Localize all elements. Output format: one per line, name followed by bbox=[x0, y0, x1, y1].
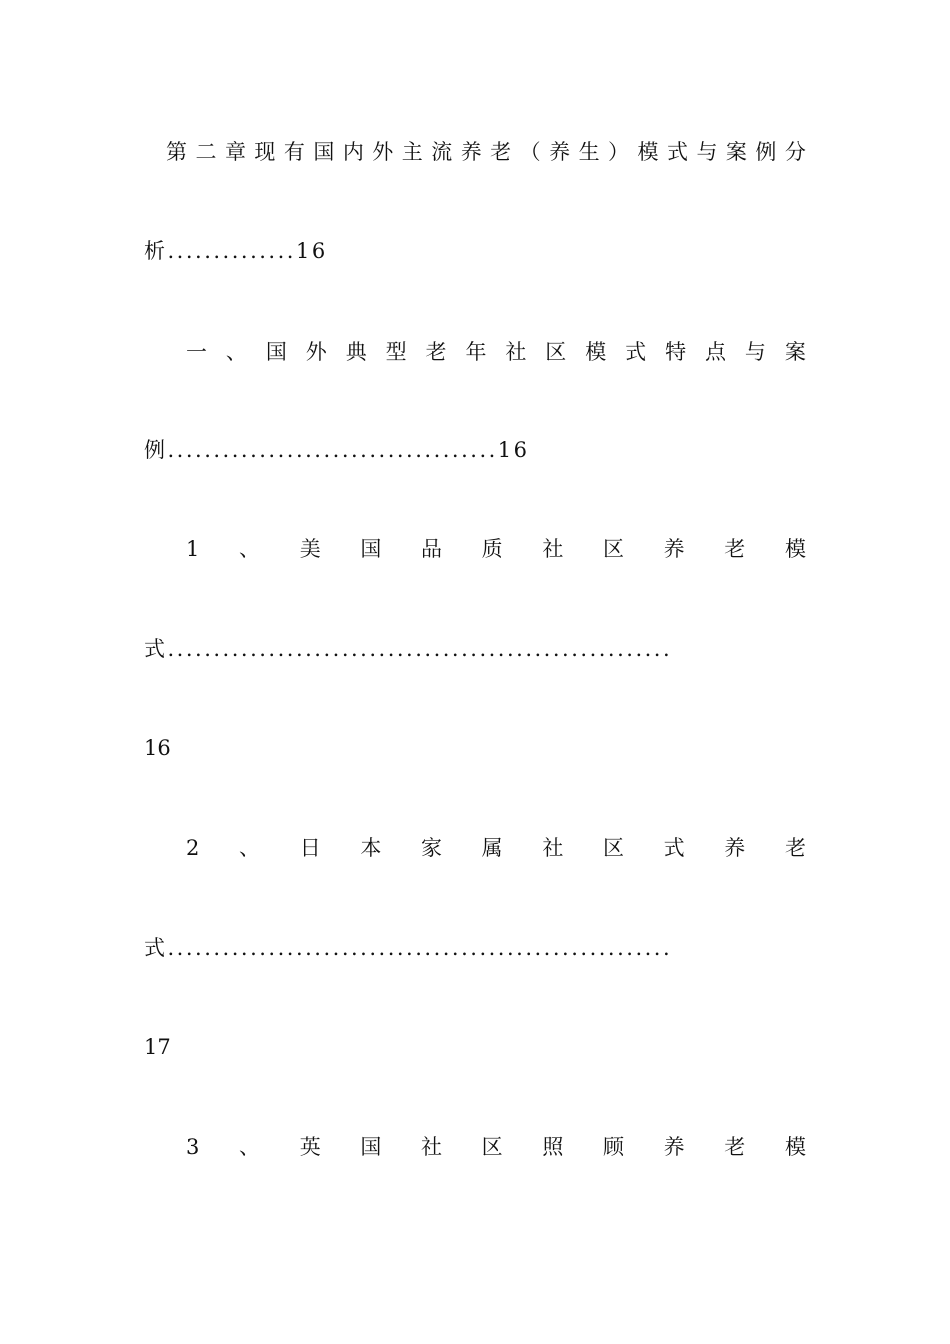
toc-char: 模 bbox=[784, 537, 806, 561]
toc-char: 内 bbox=[342, 140, 364, 164]
toc-char: 式 bbox=[663, 836, 685, 860]
toc-char: 社 bbox=[505, 340, 527, 364]
toc-char: 1 bbox=[186, 537, 200, 561]
toc-char: （ bbox=[519, 140, 541, 164]
toc-chapter2-line2: 析..............16 bbox=[144, 239, 328, 263]
toc-char: 顾 bbox=[602, 1135, 624, 1159]
toc-char: 章 bbox=[224, 140, 246, 164]
toc-char: 老 bbox=[724, 1135, 746, 1159]
toc-char: 二 bbox=[195, 140, 217, 164]
toc-char: 流 bbox=[431, 140, 453, 164]
toc-char: 照 bbox=[542, 1135, 564, 1159]
toc-char: 与 bbox=[696, 140, 718, 164]
toc-char: 、 bbox=[239, 1135, 261, 1159]
toc-char: 模 bbox=[585, 340, 607, 364]
toc-char: 品 bbox=[421, 537, 442, 561]
toc-char: 英 bbox=[299, 1135, 321, 1159]
toc-item2-line2: 式....................................................... bbox=[144, 936, 673, 960]
toc-char: 生 bbox=[578, 140, 600, 164]
toc-char: 点 bbox=[704, 340, 726, 364]
toc-char: 社 bbox=[542, 537, 564, 561]
toc-char: 区 bbox=[481, 1135, 503, 1159]
toc-char: 分 bbox=[784, 140, 806, 164]
toc-char: 例 bbox=[755, 140, 777, 164]
toc-char: 模 bbox=[637, 140, 659, 164]
toc-char: 典 bbox=[345, 340, 367, 364]
toc-char: 国 bbox=[313, 140, 335, 164]
toc-item1-page-number: 16 bbox=[144, 736, 171, 760]
toc-char: 属 bbox=[481, 836, 503, 860]
toc-item1-line2: 式....................................................... bbox=[144, 637, 673, 661]
toc-char: 质 bbox=[481, 537, 503, 561]
toc-char: 主 bbox=[401, 140, 423, 164]
toc-char: 、 bbox=[225, 340, 247, 364]
toc-char: 社 bbox=[542, 836, 564, 860]
toc-char: 外 bbox=[372, 140, 394, 164]
toc-char: 日 bbox=[299, 836, 321, 860]
toc-char: 家 bbox=[421, 836, 442, 860]
toc-char: ） bbox=[608, 140, 630, 164]
toc-section1-line2: 例....................................16 bbox=[144, 438, 530, 462]
toc-char: 与 bbox=[744, 340, 766, 364]
toc-char: 现 bbox=[254, 140, 276, 164]
toc-char: 有 bbox=[283, 140, 305, 164]
toc-char: 案 bbox=[725, 140, 747, 164]
toc-char: 社 bbox=[421, 1135, 442, 1159]
toc-char: 养 bbox=[663, 1135, 685, 1159]
toc-char: 、 bbox=[239, 537, 261, 561]
toc-char: 养 bbox=[460, 140, 482, 164]
toc-char: 特 bbox=[665, 340, 687, 364]
toc-char: 、 bbox=[239, 836, 261, 860]
toc-char: 养 bbox=[549, 140, 571, 164]
toc-item2-line1 bbox=[186, 831, 806, 865]
toc-char: 年 bbox=[465, 340, 487, 364]
toc-char: 美 bbox=[299, 537, 321, 561]
toc-char: 一 bbox=[186, 340, 207, 364]
toc-chapter2-line1 bbox=[166, 135, 806, 169]
toc-char: 3 bbox=[186, 1135, 200, 1159]
toc-char: 模 bbox=[784, 1135, 806, 1159]
toc-char: 国 bbox=[360, 537, 382, 561]
toc-char: 外 bbox=[305, 340, 327, 364]
toc-item2-page-number: 17 bbox=[144, 1035, 171, 1059]
toc-char: 案 bbox=[784, 340, 806, 364]
toc-char: 2 bbox=[186, 836, 200, 860]
toc-char: 国 bbox=[265, 340, 287, 364]
toc-char: 区 bbox=[602, 537, 624, 561]
toc-char: 型 bbox=[385, 340, 407, 364]
toc-char: 老 bbox=[425, 340, 447, 364]
toc-char: 式 bbox=[625, 340, 647, 364]
toc-item1-line1 bbox=[186, 532, 806, 566]
toc-char: 老 bbox=[490, 140, 512, 164]
toc-char: 区 bbox=[545, 340, 567, 364]
toc-char: 老 bbox=[724, 537, 746, 561]
toc-char: 区 bbox=[602, 836, 624, 860]
toc-char: 国 bbox=[360, 1135, 382, 1159]
toc-section1-line1 bbox=[186, 335, 806, 369]
toc-item3-line1 bbox=[186, 1130, 806, 1164]
toc-char: 本 bbox=[360, 836, 382, 860]
toc-char: 老 bbox=[784, 836, 806, 860]
toc-char: 养 bbox=[663, 537, 685, 561]
toc-char: 养 bbox=[724, 836, 746, 860]
toc-char: 式 bbox=[666, 140, 688, 164]
toc-char: 第 bbox=[166, 140, 187, 164]
